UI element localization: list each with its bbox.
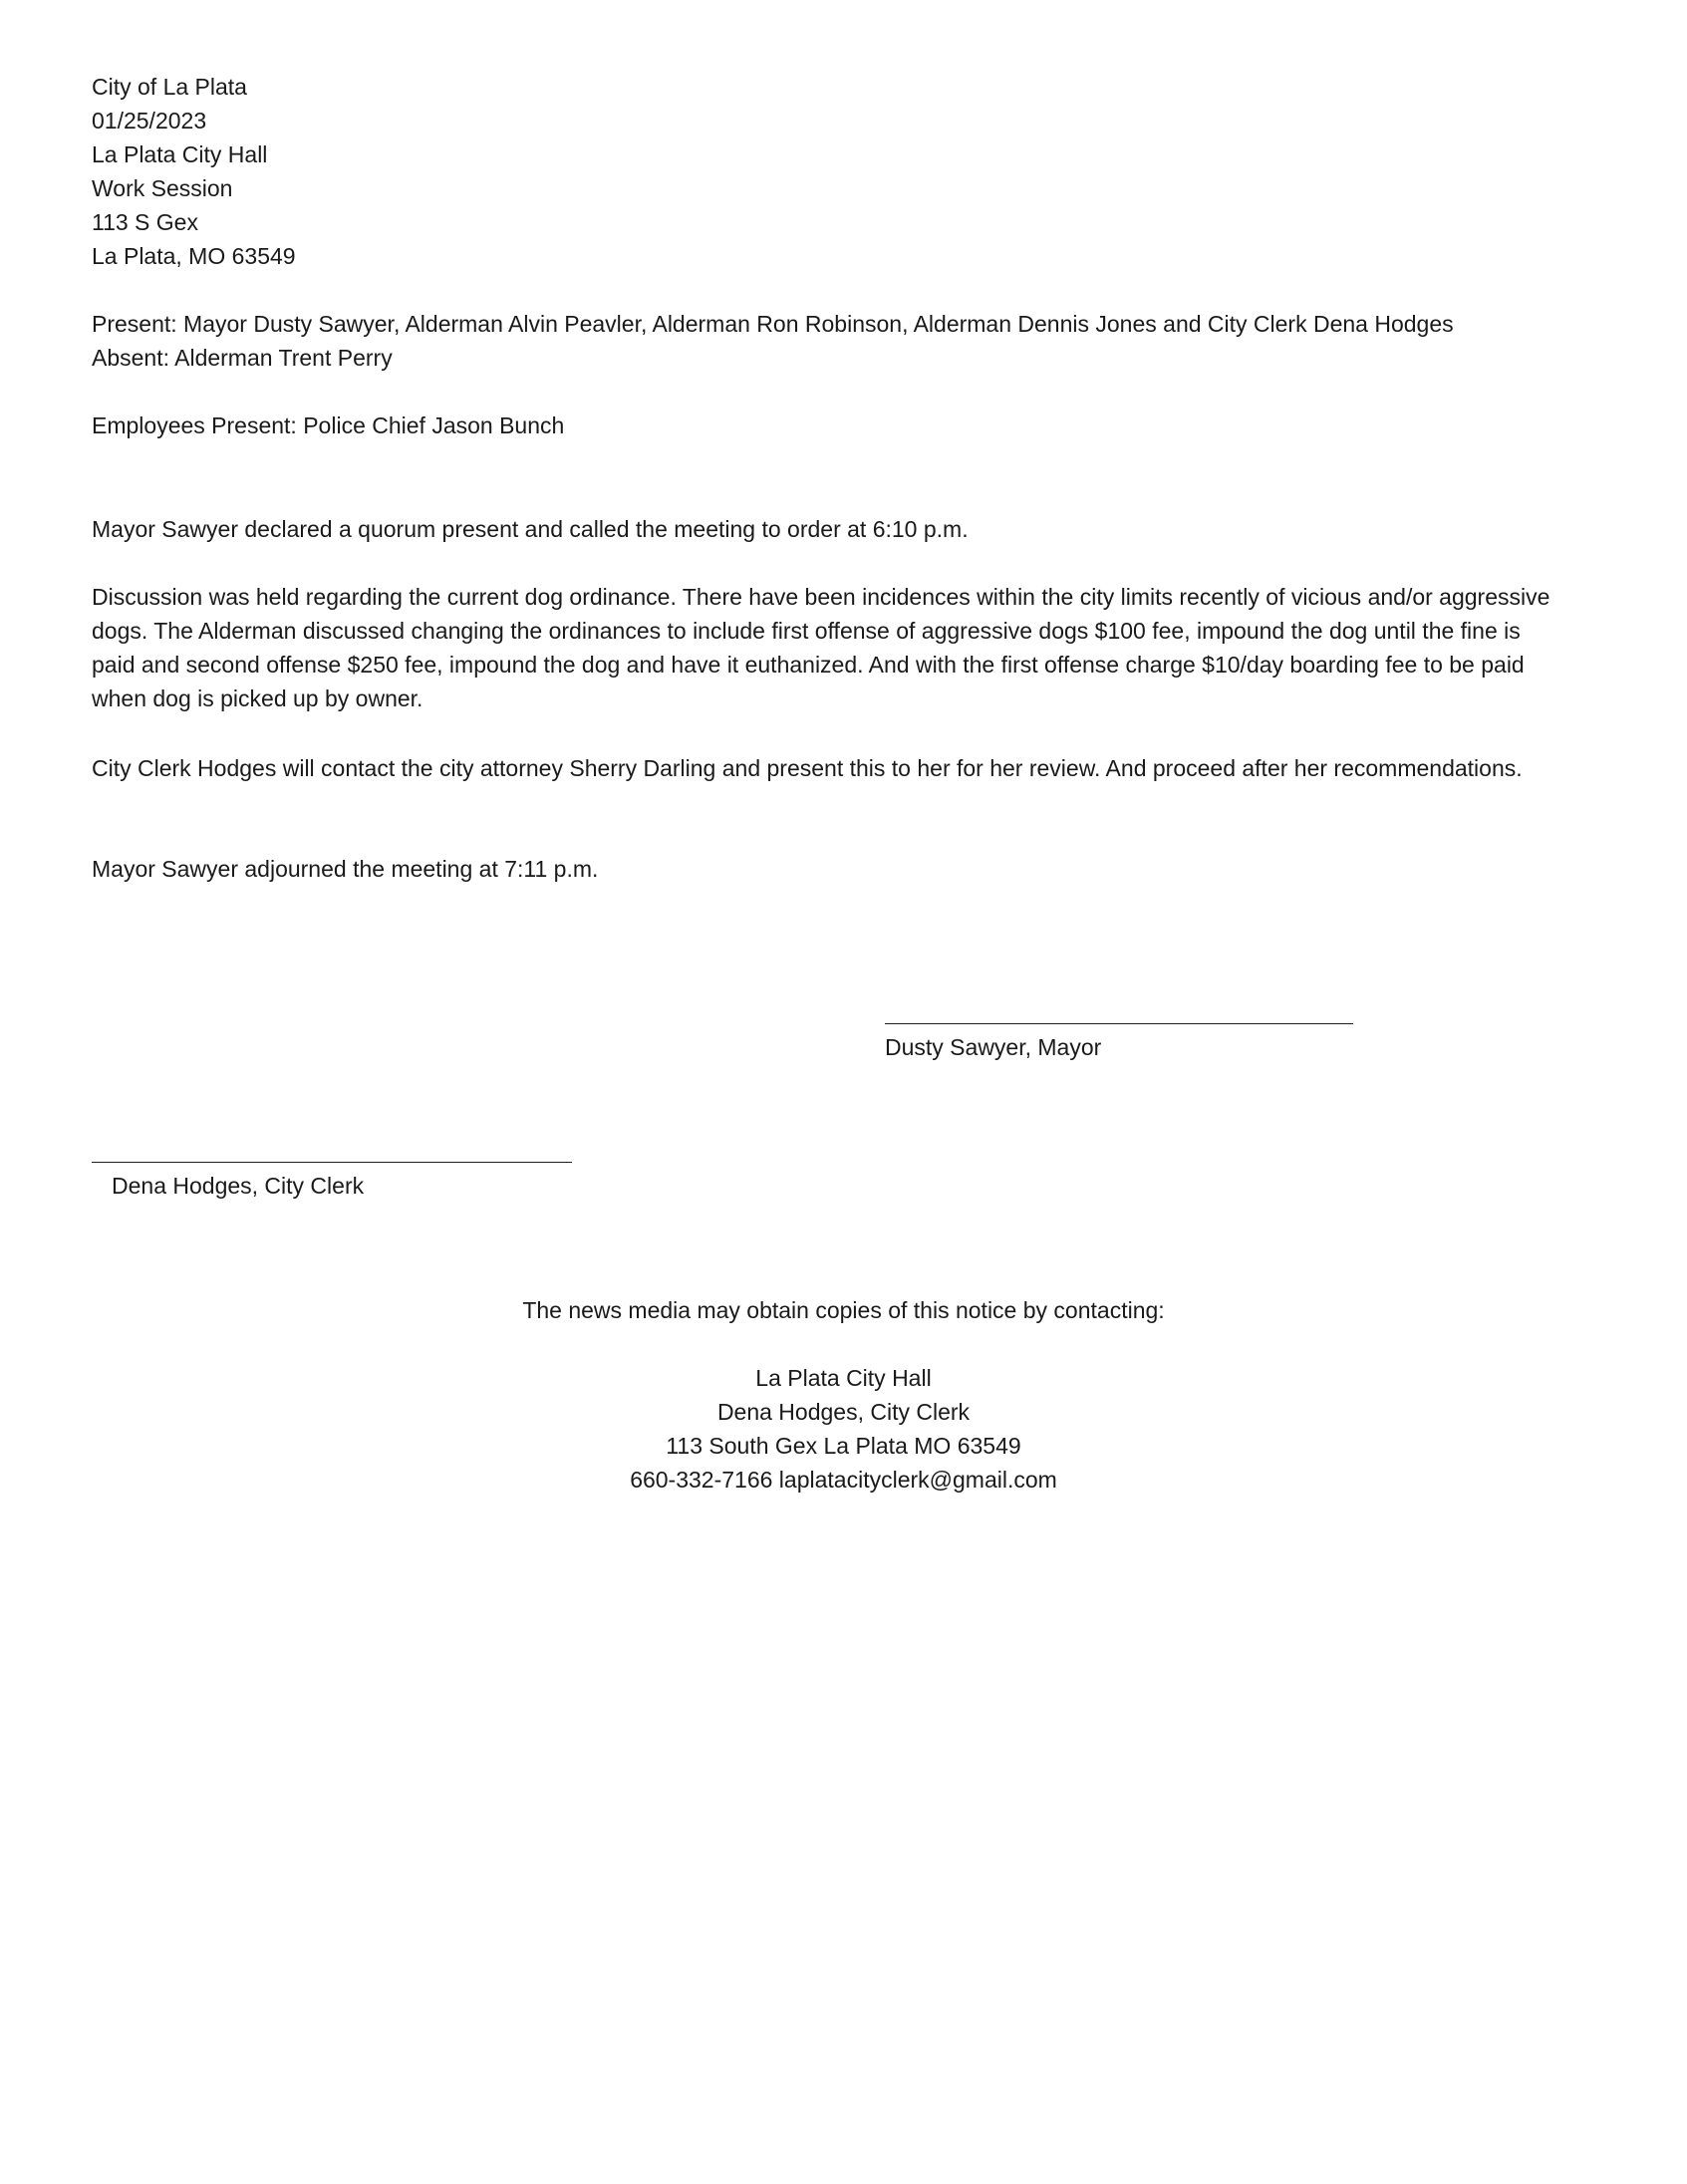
header-street: 113 S Gex [92,209,198,235]
contact-clerk: Dena Hodges, City Clerk [716,1399,971,1425]
header-city-state-zip: La Plata, MO 63549 [92,243,296,269]
discussion-paragraph: Discussion was held regarding the current dog ordinance. There have been incidences within the city limits recently of vicious and/or aggressive dogs. The Alderman discussed changing the ordinances to include first offense of aggressive dogs $100 fee, impound the dog until the fine is paid and second offense $250 fee, impound the dog and have it euthanized. And with the first offense charge $10/day boarding fee to be paid when dog is picked up by owner. [92,584,1550,711]
media-contact-block [0,1361,1687,1497]
header-location: La Plata City Hall [92,141,268,167]
contact-address: 113 South Gex La Plata MO 63549 [666,1433,1021,1459]
media-notice-intro [0,1293,1687,1327]
header-city: City of La Plata [92,74,247,100]
clerk-signature-line [92,1162,572,1163]
present-list: Present: Mayor Dusty Sawyer, Alderman Alvin Peavler, Alderman Ron Robinson, Alderman Dennis Jones and City Clerk Dena Hodges [92,311,1454,337]
mayor-signature-label: Dusty Sawyer, Mayor [885,1034,1102,1060]
header-session-type: Work Session [92,175,233,201]
call-to-order-paragraph [92,512,1606,546]
adjournment-text: Mayor Sawyer adjourned the meeting at 7:11 p.m. [92,856,599,882]
call-to-order-text: Mayor Sawyer declared a quorum present and called the meeting to order at 6:10 p.m. [92,516,969,542]
mayor-signature-block [885,1023,1353,1064]
absent-list: Absent: Alderman Trent Perry [92,345,393,371]
adjournment-paragraph [92,852,1606,886]
employees-present [92,409,1606,442]
clerk-signature-label: Dena Hodges, City Clerk [112,1173,365,1199]
header-date: 01/25/2023 [92,108,207,134]
employees-present-text: Employees Present: Police Chief Jason Bunch [92,412,565,438]
mayor-signature-line [885,1023,1353,1024]
attendance-section [92,307,1606,375]
contact-phone-email: 660-332-7166 laplatacityclerk@gmail.com [630,1467,1057,1493]
clerk-signature-block [92,1162,572,1203]
clerk-action-paragraph: City Clerk Hodges will contact the city attorney Sherry Darling and present this to her for her review. And proceed after her recommendations. [92,755,1523,781]
media-notice-text: The news media may obtain copies of this notice by contacting: [522,1297,1165,1323]
meeting-header [92,70,1606,273]
contact-office: La Plata City Hall [755,1365,932,1391]
